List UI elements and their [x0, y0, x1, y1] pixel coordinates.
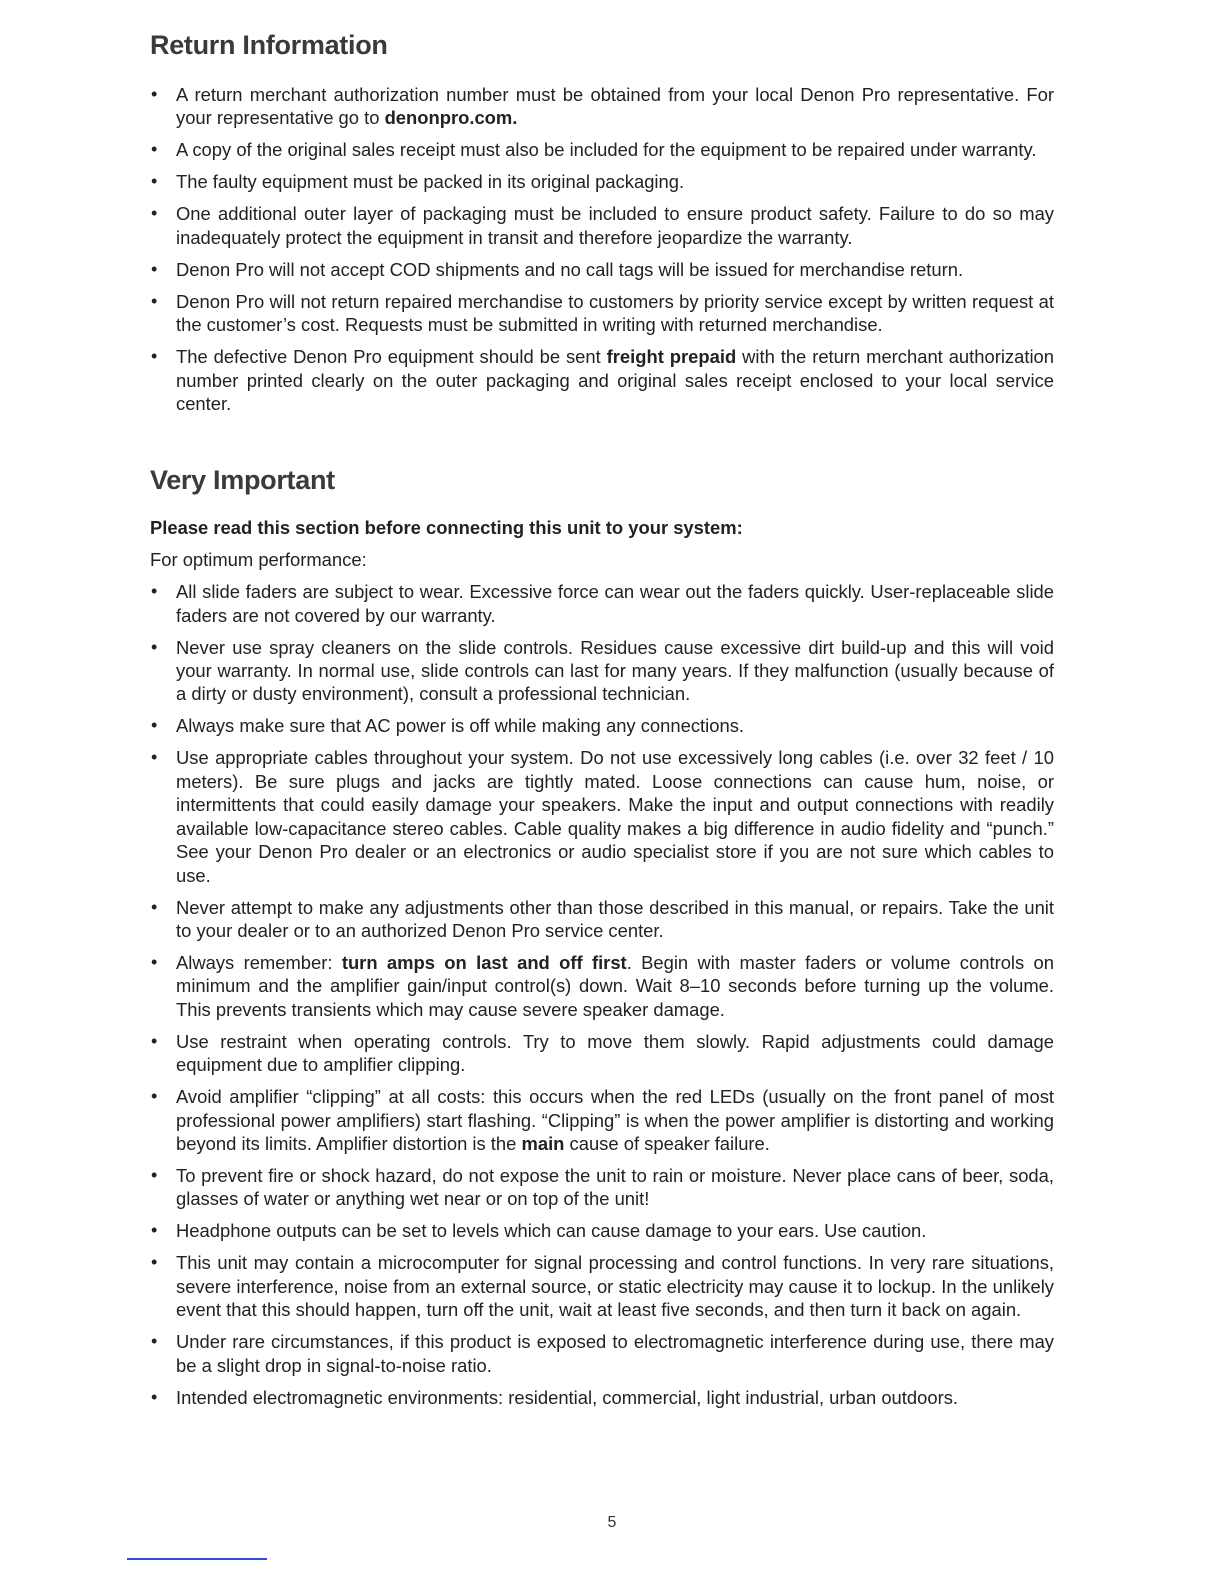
item-text: Intended electromagnetic environments: residential, commercial, light industrial, urban outdoors.: [176, 1386, 959, 1408]
item-text: One additional outer layer of packaging must be included to ensure product safety. Failure to do so may inadequately protect the equipment in transit and therefore jeopardize the warranty.: [176, 203, 1054, 248]
bullet-icon: •: [151, 1331, 158, 1352]
bullet-icon: •: [151, 203, 158, 224]
item-text: Headphone outputs can be set to levels which can cause damage to your ears. Use caution.: [176, 1220, 927, 1242]
list-item: [150, 170, 1054, 193]
bullet-icon: •: [151, 171, 158, 192]
bullet-icon: •: [151, 1252, 158, 1273]
very-important-heading: Very Important: [150, 465, 335, 496]
list-item: [150, 636, 1054, 706]
bullet-icon: •: [151, 951, 158, 972]
bullet-icon: •: [151, 1386, 158, 1407]
item-text: Under rare circumstances, if this product is exposed to electromagnetic interference during use, there may be a slight drop in signal-to-noise ratio.: [176, 1331, 1054, 1376]
list-item: [150, 1386, 1054, 1409]
list-item: [150, 1030, 1054, 1077]
list-item: [150, 714, 1054, 737]
page-number: 5: [607, 1514, 617, 1531]
emphasis-text: freight prepaid: [606, 346, 737, 368]
item-text: A copy of the original sales receipt must also be included for the equipment to be repaired under warranty.: [176, 139, 1037, 161]
item-text: Never attempt to make any adjustments other than those described in this manual, or repairs. Take the unit to your dealer or to an authorized Denon Pro service center.: [176, 896, 1054, 941]
list-item: [150, 580, 1054, 627]
bullet-icon: •: [151, 290, 158, 311]
list-item: [150, 1251, 1054, 1321]
item-text: All slide faders are subject to wear. Excessive force can wear out the faders quickly. User-replaceable slide faders are not covered by our warranty.: [176, 581, 1054, 626]
item-text: cause of speaker failure.: [564, 1132, 770, 1154]
list-item: [150, 1085, 1054, 1155]
bullet-icon: •: [151, 84, 158, 104]
list-item: [150, 258, 1054, 281]
list-item: [150, 138, 1054, 161]
bullet-icon: •: [151, 1030, 158, 1051]
list-item: [150, 896, 1054, 943]
item-text: . Begin with master faders or volume controls on minimum and the amplifier gain/input control(s) down. Wait 8–10 seconds before turning up the volume. This prevents transients which may cause severe speaker damage.: [176, 951, 1054, 1020]
item-text: with the return merchant authorization number printed clearly on the outer packaging and original sales receipt enclosed to your local service center.: [176, 346, 1055, 415]
item-text: Avoid amplifier “clipping” at all costs: this occurs when the red LEDs (usually on the front panel of most professional power amplifiers) start flashing. “Clipping” is when the power amplifier is distorting and working beyond its limits. Amplifier distortion is the: [176, 1086, 1054, 1154]
item-text: A return merchant authorization number must be obtained from your local Denon Pro representative. For your representative go to: [176, 84, 1054, 129]
optimum-performance-label: For optimum performance:: [150, 548, 367, 570]
bullet-icon: •: [151, 715, 158, 736]
item-text: Denon Pro will not return repaired merchandise to customers by priority service except by written request at the customer’s cost. Requests must be submitted in writing with returned merchandise.: [176, 290, 1054, 336]
item-text: This unit may contain a microcomputer for signal processing and control functions. In very rare situations, severe interference, noise from an external source, or static electricity may cause it to lockup. In the unlikely event that this should happen, turn off the unit, wait at least five seconds, and then turn it back on again.: [176, 1252, 1054, 1321]
bullet-icon: •: [151, 1220, 158, 1241]
item-text: The faulty equipment must be packed in its original packaging.: [176, 171, 685, 193]
item-text: Always remember:: [176, 951, 342, 973]
item-text: Always make sure that AC power is off while making any connections.: [176, 715, 744, 737]
list-item: [150, 746, 1054, 886]
emphasis-text: denonpro.com.: [384, 107, 518, 129]
list-item: [150, 83, 1054, 130]
bullet-icon: •: [151, 1164, 158, 1185]
footer-rule: [127, 1558, 267, 1560]
bullet-icon: •: [151, 1086, 158, 1107]
item-text: Denon Pro will not accept COD shipments and no call tags will be issued for merchandise return.: [176, 258, 964, 280]
item-text: Use restraint when operating controls. Try to move them slowly. Rapid adjustments could damage equipment due to amplifier clipping.: [176, 1030, 1054, 1076]
bullet-icon: •: [151, 896, 158, 917]
very-important-list: [150, 580, 1054, 1409]
item-text: To prevent fire or shock hazard, do not expose the unit to rain or moisture. Never place cans of beer, soda, glasses of water or anything wet near or on top of the unit!: [176, 1164, 1054, 1210]
list-item: [150, 202, 1054, 249]
list-item: [150, 951, 1054, 1021]
bullet-icon: •: [151, 581, 158, 602]
item-text: Never use spray cleaners on the slide controls. Residues cause excessive dirt build-up and this will void your warranty. In normal use, slide controls can last for many years. If they malfunction (usually because of a dirty or dusty environment), consult a professional technician.: [176, 636, 1054, 705]
list-item: [150, 345, 1054, 415]
list-item: [150, 1330, 1054, 1377]
emphasis-text: turn amps on last and off first: [341, 951, 627, 973]
bullet-icon: •: [151, 346, 158, 367]
return-information-list: [150, 83, 1054, 415]
return-information-heading: Return Information: [150, 30, 388, 60]
bullet-icon: •: [151, 636, 158, 657]
list-item: [150, 1219, 1054, 1242]
bullet-icon: •: [151, 747, 158, 768]
bullet-icon: •: [151, 139, 158, 160]
manual-page: [150, 30, 1054, 1418]
emphasis-text: main: [521, 1132, 565, 1154]
list-item: [150, 1164, 1054, 1211]
read-before-connecting-note: Please read this section before connecting this unit to your system:: [150, 517, 743, 539]
item-text: Use appropriate cables throughout your system. Do not use excessively long cables (i.e. over 32 feet / 10 meters). Be sure plugs and jacks are tightly mated. Loose connections can cause hum, noise, or intermittents that could easily damage your speakers. Make the input and output connections with readily available low-capacitance stereo cables. Cable quality makes a big difference in audio fidelity and “punch.” See your Denon Pro dealer or an electronics or audio specialist store if you are not sure which cables to use.: [176, 747, 1054, 886]
list-item: [150, 290, 1054, 337]
bullet-icon: •: [151, 258, 158, 279]
item-text: The defective Denon Pro equipment should be sent: [176, 346, 607, 368]
